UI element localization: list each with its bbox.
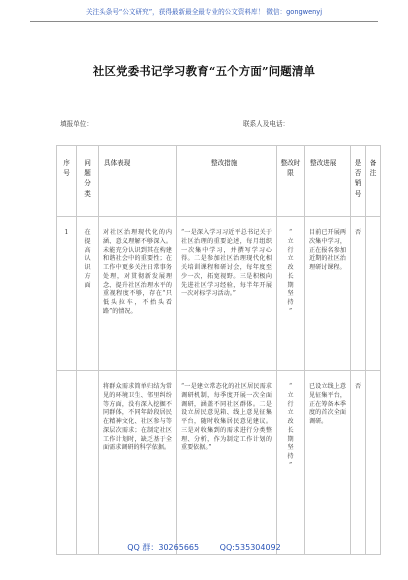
header-rule — [30, 21, 378, 22]
cell-deadline: “ 立 行 立 改 长 期 坚 持 ” — [277, 217, 305, 371]
footer-qq-group: QQ 群：30265665 — [127, 543, 200, 552]
cell-remarks — [366, 217, 381, 371]
footer-qq: QQ:535304092 — [219, 543, 281, 552]
header-no: 序 号 — [57, 146, 77, 217]
header-progress: 整改进展 — [305, 146, 351, 217]
header-manifestation: 具体表现 — [99, 146, 177, 217]
table-header-row — [57, 146, 381, 217]
cell-manifestation: 将群众需求简单归结为常见的环境卫生、邻里纠纷等方面，没有深入挖掘不同群体，不同年龄段居民在精神文化、社区参与等深层次需求；在制定社区工作计划时，缺乏基于全面需求调研的科学依据。 — [99, 371, 177, 555]
cell-no — [57, 371, 77, 555]
cell-measures: “一是深入学习习近平总书记关于社区治理的重要论述，每月组织一次集中学习，并撰写学习心得。二是参加社区治理现代化相关培训课程和研讨会，每年度至少一次，拓宽视野。三是积极向先进社区学习经验，每半年开展一次对标学习活动。” — [177, 217, 277, 371]
table-row — [57, 217, 381, 371]
cell-manifestation: 对社区治理现代化的内涵、意义理解不够深入。未能充分认识到其在构建和谐社会中的重要性；在工作中更多关注日常事务处理，对贯彻新发展理念、提升社区治理水平的重视程度不够，存在“只低头拉车，不抬头看路”的情况。 — [99, 217, 177, 371]
header-measures: 整改措施 — [177, 146, 277, 217]
cell-measures: “一是建立常态化的社区居民需求调研机制，每季度开展一次全面调研，涵盖不同社区群体。二是设立居民意见箱、线上意见征集平台，随时收集居民意见建议。三是对收集到的需求进行分类整理、分析，作为制定工作计划的重要依据。” — [177, 371, 277, 555]
header-closed: 是 否 销 号 — [351, 146, 366, 217]
unit-label: 填报单位： — [60, 120, 93, 128]
issue-table — [56, 145, 381, 555]
document-title: 社区党委书记学习教育“五个方面”问题清单 — [92, 64, 316, 78]
cell-closed: 否 — [351, 217, 366, 371]
cell-progress: 目前已开展两次集中学习，正在报名参加近期的社区治理研讨课程。 — [305, 217, 351, 371]
header-category: 问 题 分 类 — [77, 146, 99, 217]
cell-deadline: “ 立 行 立 改 长 期 坚 持 ” — [277, 371, 305, 555]
table-row — [57, 371, 381, 555]
cell-category — [77, 371, 99, 555]
cell-no: 1 — [57, 217, 77, 371]
cell-progress: 已设立线上意见征集平台，正在筹备本季度的首次全面调研。 — [305, 371, 351, 555]
cell-remarks — [366, 371, 381, 555]
header-remarks: 备 注 — [366, 146, 381, 217]
header-banner — [0, 4, 408, 18]
cell-closed: 否 — [351, 371, 366, 555]
contact-label: 联系人及电话： — [243, 120, 290, 128]
banner-text: 关注头条号“公文研究”，获得最新最全最专业的公文资料库！ 微信：gongwenyj — [85, 8, 323, 16]
cell-category: 在 提 高 认 识 方 面 — [77, 217, 99, 371]
header-deadline: 整改时限 — [277, 146, 305, 217]
footer-contacts — [0, 542, 408, 553]
